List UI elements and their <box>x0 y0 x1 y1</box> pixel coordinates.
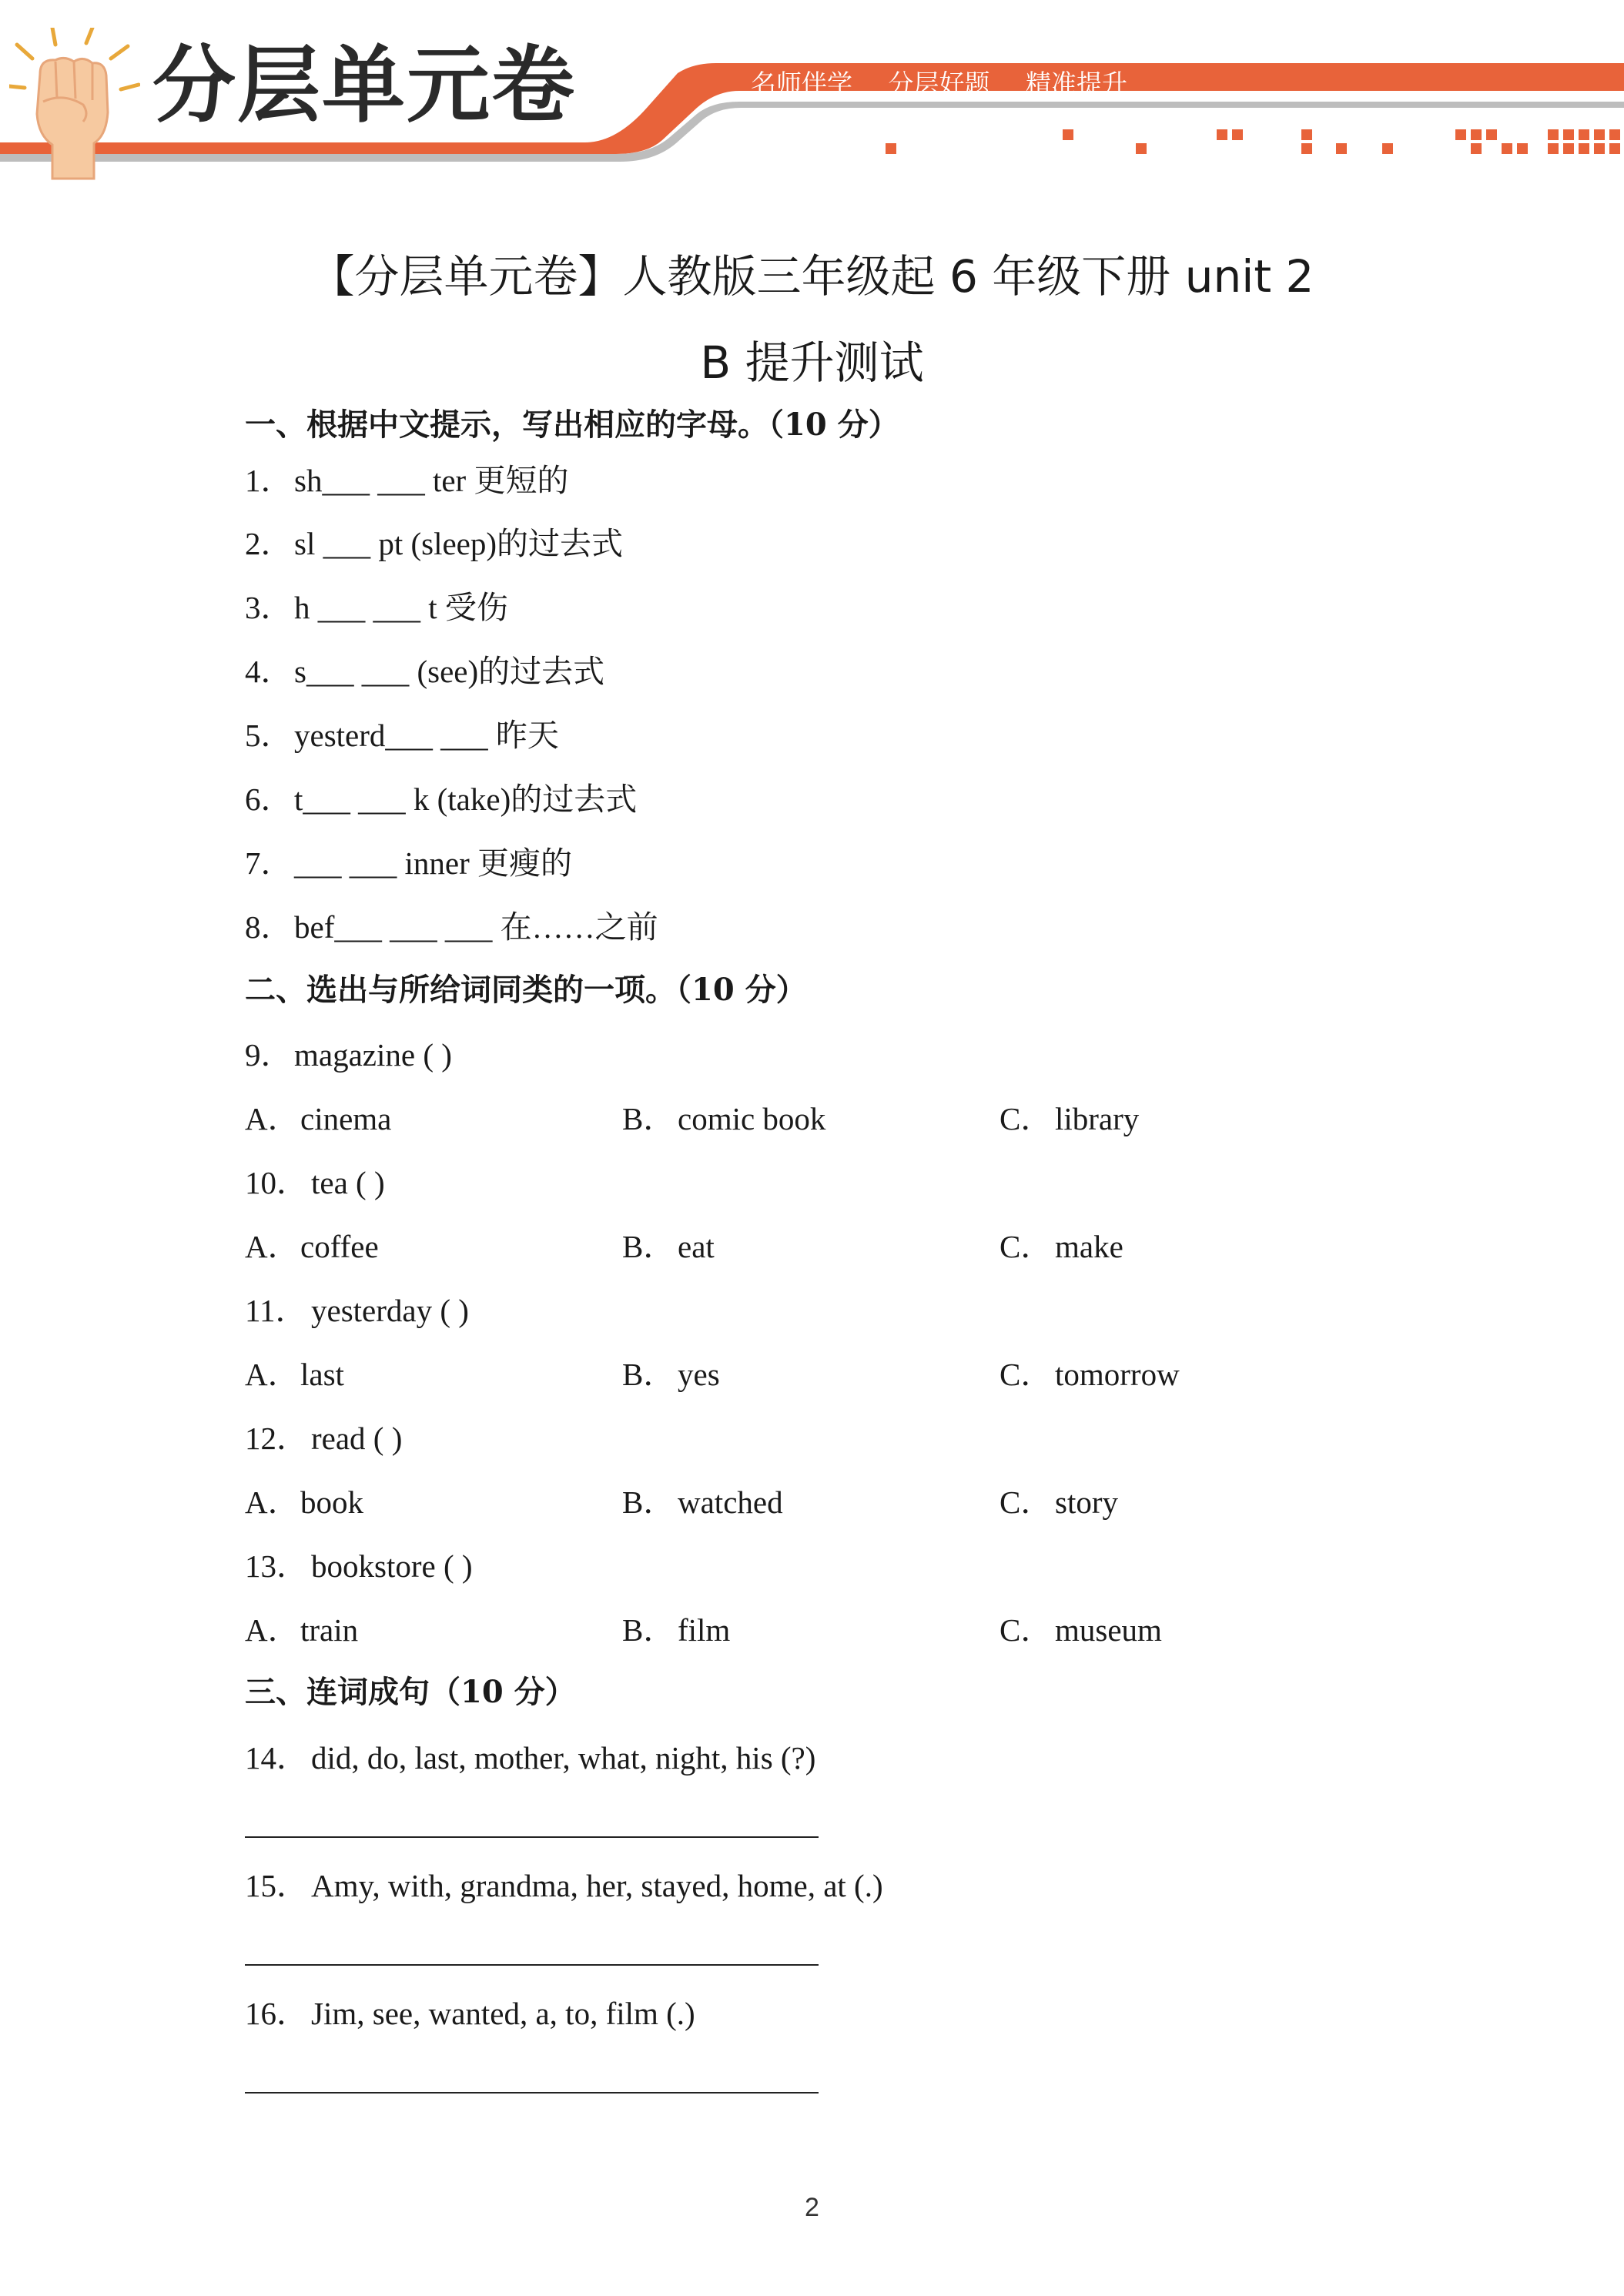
section-heading-1: 一、根据中文提示，写出相应的字母。（10 分） <box>245 407 899 443</box>
item-number: 4． <box>245 654 293 689</box>
item-number: 8． <box>245 909 293 945</box>
question-stem <box>245 1039 452 1071</box>
option-c: C．library <box>1000 1101 1140 1136</box>
list-item <box>245 528 623 560</box>
header-slogans <box>751 69 1155 99</box>
list-item <box>245 465 568 497</box>
document-title: 【分层单元卷】人教版三年级起 6 年级下册 unit 2 <box>310 250 1314 303</box>
item-number: 7． <box>245 845 293 881</box>
item-text: s___ ___ (see)的过去式 <box>294 654 605 689</box>
item-text: sl ___ pt (sleep)的过去式 <box>294 526 624 561</box>
answer-line <box>245 1836 819 1838</box>
option-c: C．story <box>1000 1484 1118 1520</box>
page-header <box>0 0 1624 185</box>
list-item <box>245 845 572 881</box>
slogan-item: 分层好题 <box>888 69 990 99</box>
document-subtitle: B 提升测试 <box>700 336 924 389</box>
item-text: Amy, with, grandma, her, stayed, home, at (.) <box>311 1868 883 1903</box>
item-number: 15． <box>245 1868 308 1903</box>
list-item <box>245 1998 695 2030</box>
list-item <box>245 909 658 945</box>
item-number: 12． <box>245 1421 308 1456</box>
slogan-item: 名师伴学 <box>751 69 852 99</box>
item-number: 14． <box>245 1740 308 1776</box>
option-c: C．tomorrow <box>1000 1357 1180 1392</box>
question-stem <box>245 1423 402 1454</box>
list-item <box>245 720 559 751</box>
question-stem <box>245 1548 473 1584</box>
section-heading-2: 二、选出与所给词同类的一项。（10 分） <box>245 972 807 1008</box>
item-text: Jim, see, wanted, a, to, film (.) <box>311 1996 695 2031</box>
list-item <box>245 656 604 688</box>
stem-text: bookstore ( ) <box>311 1548 473 1584</box>
option-b: B．watched <box>622 1484 783 1520</box>
option-a: A．train <box>245 1612 359 1648</box>
answer-line <box>245 2092 819 2094</box>
item-text: yesterd___ ___ 昨天 <box>294 718 559 753</box>
stem-text: magazine ( ) <box>294 1037 452 1073</box>
item-text: sh___ ___ ter 更短的 <box>294 463 569 498</box>
item-number: 6． <box>245 782 293 817</box>
item-number: 2． <box>245 526 293 561</box>
brand-title: 分层单元卷 <box>152 38 577 134</box>
list-item <box>245 1870 883 1902</box>
item-number: 1． <box>245 463 293 498</box>
fist-logo-icon <box>9 28 140 182</box>
item-text: bef___ ___ ___ 在……之前 <box>294 909 658 945</box>
option-b: B．comic book <box>622 1101 826 1136</box>
option-c: C．make <box>1000 1229 1123 1264</box>
option-b: B．eat <box>622 1229 715 1264</box>
item-text: t___ ___ k (take)的过去式 <box>294 782 638 817</box>
option-a: A．last <box>245 1357 344 1392</box>
option-b: B．film <box>622 1612 731 1648</box>
item-text: did, do, last, mother, what, night, his (?) <box>311 1740 816 1776</box>
item-number: 9． <box>245 1037 293 1073</box>
question-stem <box>245 1167 385 1199</box>
stem-text: read ( ) <box>311 1421 403 1456</box>
option-c: C．museum <box>1000 1612 1162 1648</box>
item-number: 3． <box>245 590 293 625</box>
slogan-item: 精准提升 <box>1026 69 1127 99</box>
stem-text: tea ( ) <box>311 1165 385 1200</box>
option-b: B．yes <box>622 1357 720 1392</box>
page-number: 2 <box>805 2193 819 2222</box>
question-stem <box>245 1295 469 1327</box>
item-number: 16． <box>245 1996 308 2031</box>
list-item <box>245 784 637 815</box>
answer-line <box>245 1964 819 1966</box>
list-item <box>245 592 508 624</box>
item-text: h ___ ___ t 受伤 <box>294 590 508 625</box>
item-number: 5． <box>245 718 293 753</box>
list-item <box>245 1742 815 1774</box>
option-a: A．cinema <box>245 1101 392 1136</box>
item-number: 13． <box>245 1548 308 1584</box>
stem-text: yesterday ( ) <box>311 1293 469 1328</box>
option-a: A．coffee <box>245 1229 379 1264</box>
item-number: 10． <box>245 1165 308 1200</box>
option-a: A．book <box>245 1484 363 1520</box>
item-text: ___ ___ inner 更瘦的 <box>294 845 572 881</box>
item-number: 11． <box>245 1293 307 1328</box>
section-heading-3: 三、连词成句（10 分） <box>245 1674 576 1710</box>
